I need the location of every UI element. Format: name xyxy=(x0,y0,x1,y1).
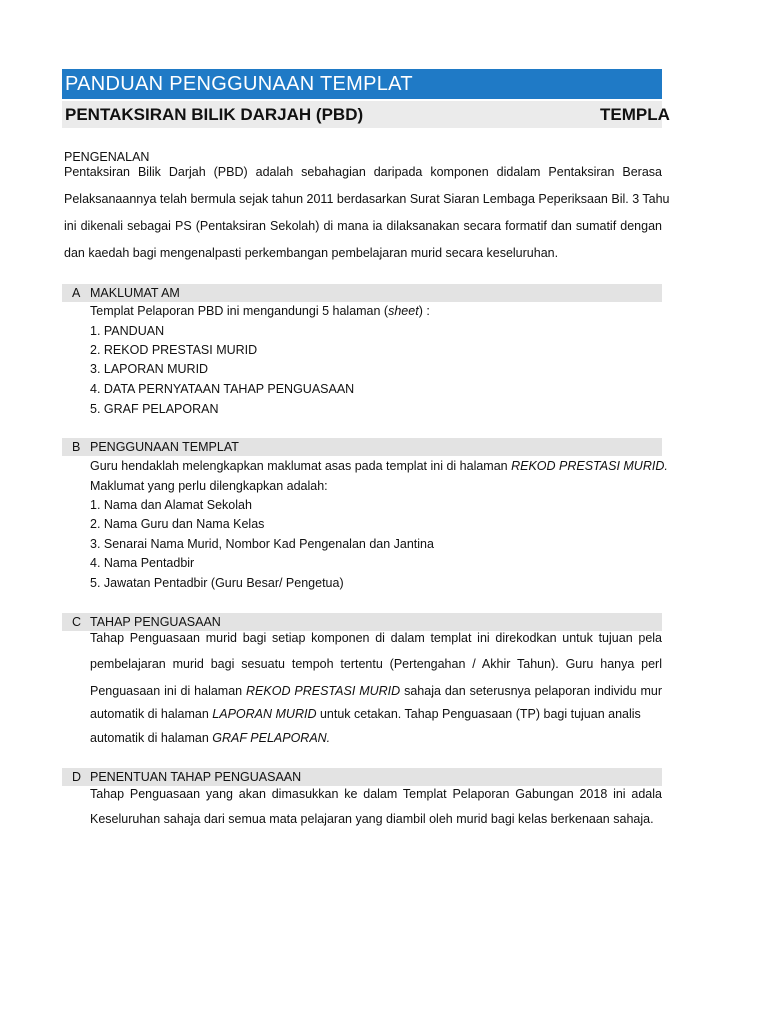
section-a-item-2: 2. REKOD PRESTASI MURID xyxy=(90,343,258,357)
section-b-item-2: 2. Nama Guru dan Nama Kelas xyxy=(90,517,265,531)
section-b-item-4: 4. Nama Pentadbir xyxy=(90,556,195,570)
document-title: PANDUAN PENGGUNAAN TEMPLAT xyxy=(62,69,662,99)
section-c-title: TAHAP PENGUASAAN xyxy=(90,615,221,629)
section-c-header xyxy=(62,613,662,631)
intro-line-1: Pentaksiran Bilik Darjah (PBD) adalah sebahagian daripada komponen didalam Pentaksiran Berasa xyxy=(64,165,662,179)
document-subtitle-right: TEMPLA xyxy=(600,105,670,124)
section-c-letter: C xyxy=(72,615,82,629)
section-b-line-2: Maklumat yang perlu dilengkapkan adalah: xyxy=(90,479,328,493)
section-d-line-2: Keseluruhan sahaja dari semua mata pelajaran yang diambil oleh murid bagi kelas berkenaan sahaja. xyxy=(90,812,654,826)
document-subtitle: PENTAKSIRAN BILIK DARJAH (PBD) xyxy=(65,105,364,124)
section-c-line-1: Tahap Penguasaan murid bagi setiap komponen di dalam templat ini direkodkan untuk tujuan pela xyxy=(90,631,662,645)
section-c-line-4: automatik di halaman LAPORAN MURID untuk cetakan. Tahap Penguasaan (TP) bagi tujuan analis xyxy=(90,707,641,721)
section-c-line-2: pembelajaran murid bagi sesuatu tempoh tertentu (Pertengahan / Akhir Tahun). Guru hanya perl xyxy=(90,657,662,671)
document-subtitle-bar xyxy=(62,101,670,128)
section-d-line-1: Tahap Penguasaan yang akan dimasukkan ke dalam Templat Pelaporan Gabungan 2018 ini adala xyxy=(90,787,662,801)
intro-line-4: dan kaedah bagi mengenalpasti perkembangan pembelajaran murid secara keseluruhan. xyxy=(64,246,559,260)
section-c-line-5: automatik di halaman GRAF PELAPORAN. xyxy=(90,731,331,745)
section-a-title: MAKLUMAT AM xyxy=(90,286,180,300)
intro-line-2: Pelaksanaannya telah bermula sejak tahun 2011 berdasarkan Surat Siaran Lembaga Peperiksaan Bil. 3 Tahu xyxy=(64,192,670,206)
section-a-item-3: 3. LAPORAN MURID xyxy=(90,362,209,376)
section-d-header xyxy=(62,768,662,786)
section-b-line-1: Guru hendaklah melengkapkan maklumat asas pada templat ini di halaman REKOD PRESTASI MURID. xyxy=(90,459,668,473)
section-a-item-4: 4. DATA PERNYATAAN TAHAP PENGUASAAN xyxy=(90,382,355,396)
section-b-header xyxy=(62,438,662,456)
section-b-title: PENGGUNAAN TEMPLAT xyxy=(90,440,239,454)
intro-heading: PENGENALAN xyxy=(64,150,150,164)
section-c-line-3: Penguasaan ini di halaman REKOD PRESTASI MURID sahaja dan seterusnya pelaporan individu mur xyxy=(90,684,662,698)
section-b-item-1: 1. Nama dan Alamat Sekolah xyxy=(90,498,252,512)
section-b-letter: B xyxy=(72,440,81,454)
section-b-item-3: 3. Senarai Nama Murid, Nombor Kad Pengenalan dan Jantina xyxy=(90,537,434,551)
section-b-item-5: 5. Jawatan Pentadbir (Guru Besar/ Pengetua) xyxy=(90,576,344,590)
section-d-title: PENENTUAN TAHAP PENGUASAAN xyxy=(90,770,302,784)
section-a-letter: A xyxy=(72,286,81,300)
section-a-item-5: 5. GRAF PELAPORAN xyxy=(90,402,219,416)
section-d-letter: D xyxy=(72,770,82,784)
intro-line-3: ini dikenali sebagai PS (Pentaksiran Sekolah) di mana ia dilaksanakan secara formatif dan sumatif dengan xyxy=(64,219,662,233)
section-a-item-1: 1. PANDUAN xyxy=(90,324,165,338)
section-a-intro: Templat Pelaporan PBD ini mengandungi 5 halaman (sheet) : xyxy=(90,304,430,318)
section-a-header xyxy=(62,284,662,302)
